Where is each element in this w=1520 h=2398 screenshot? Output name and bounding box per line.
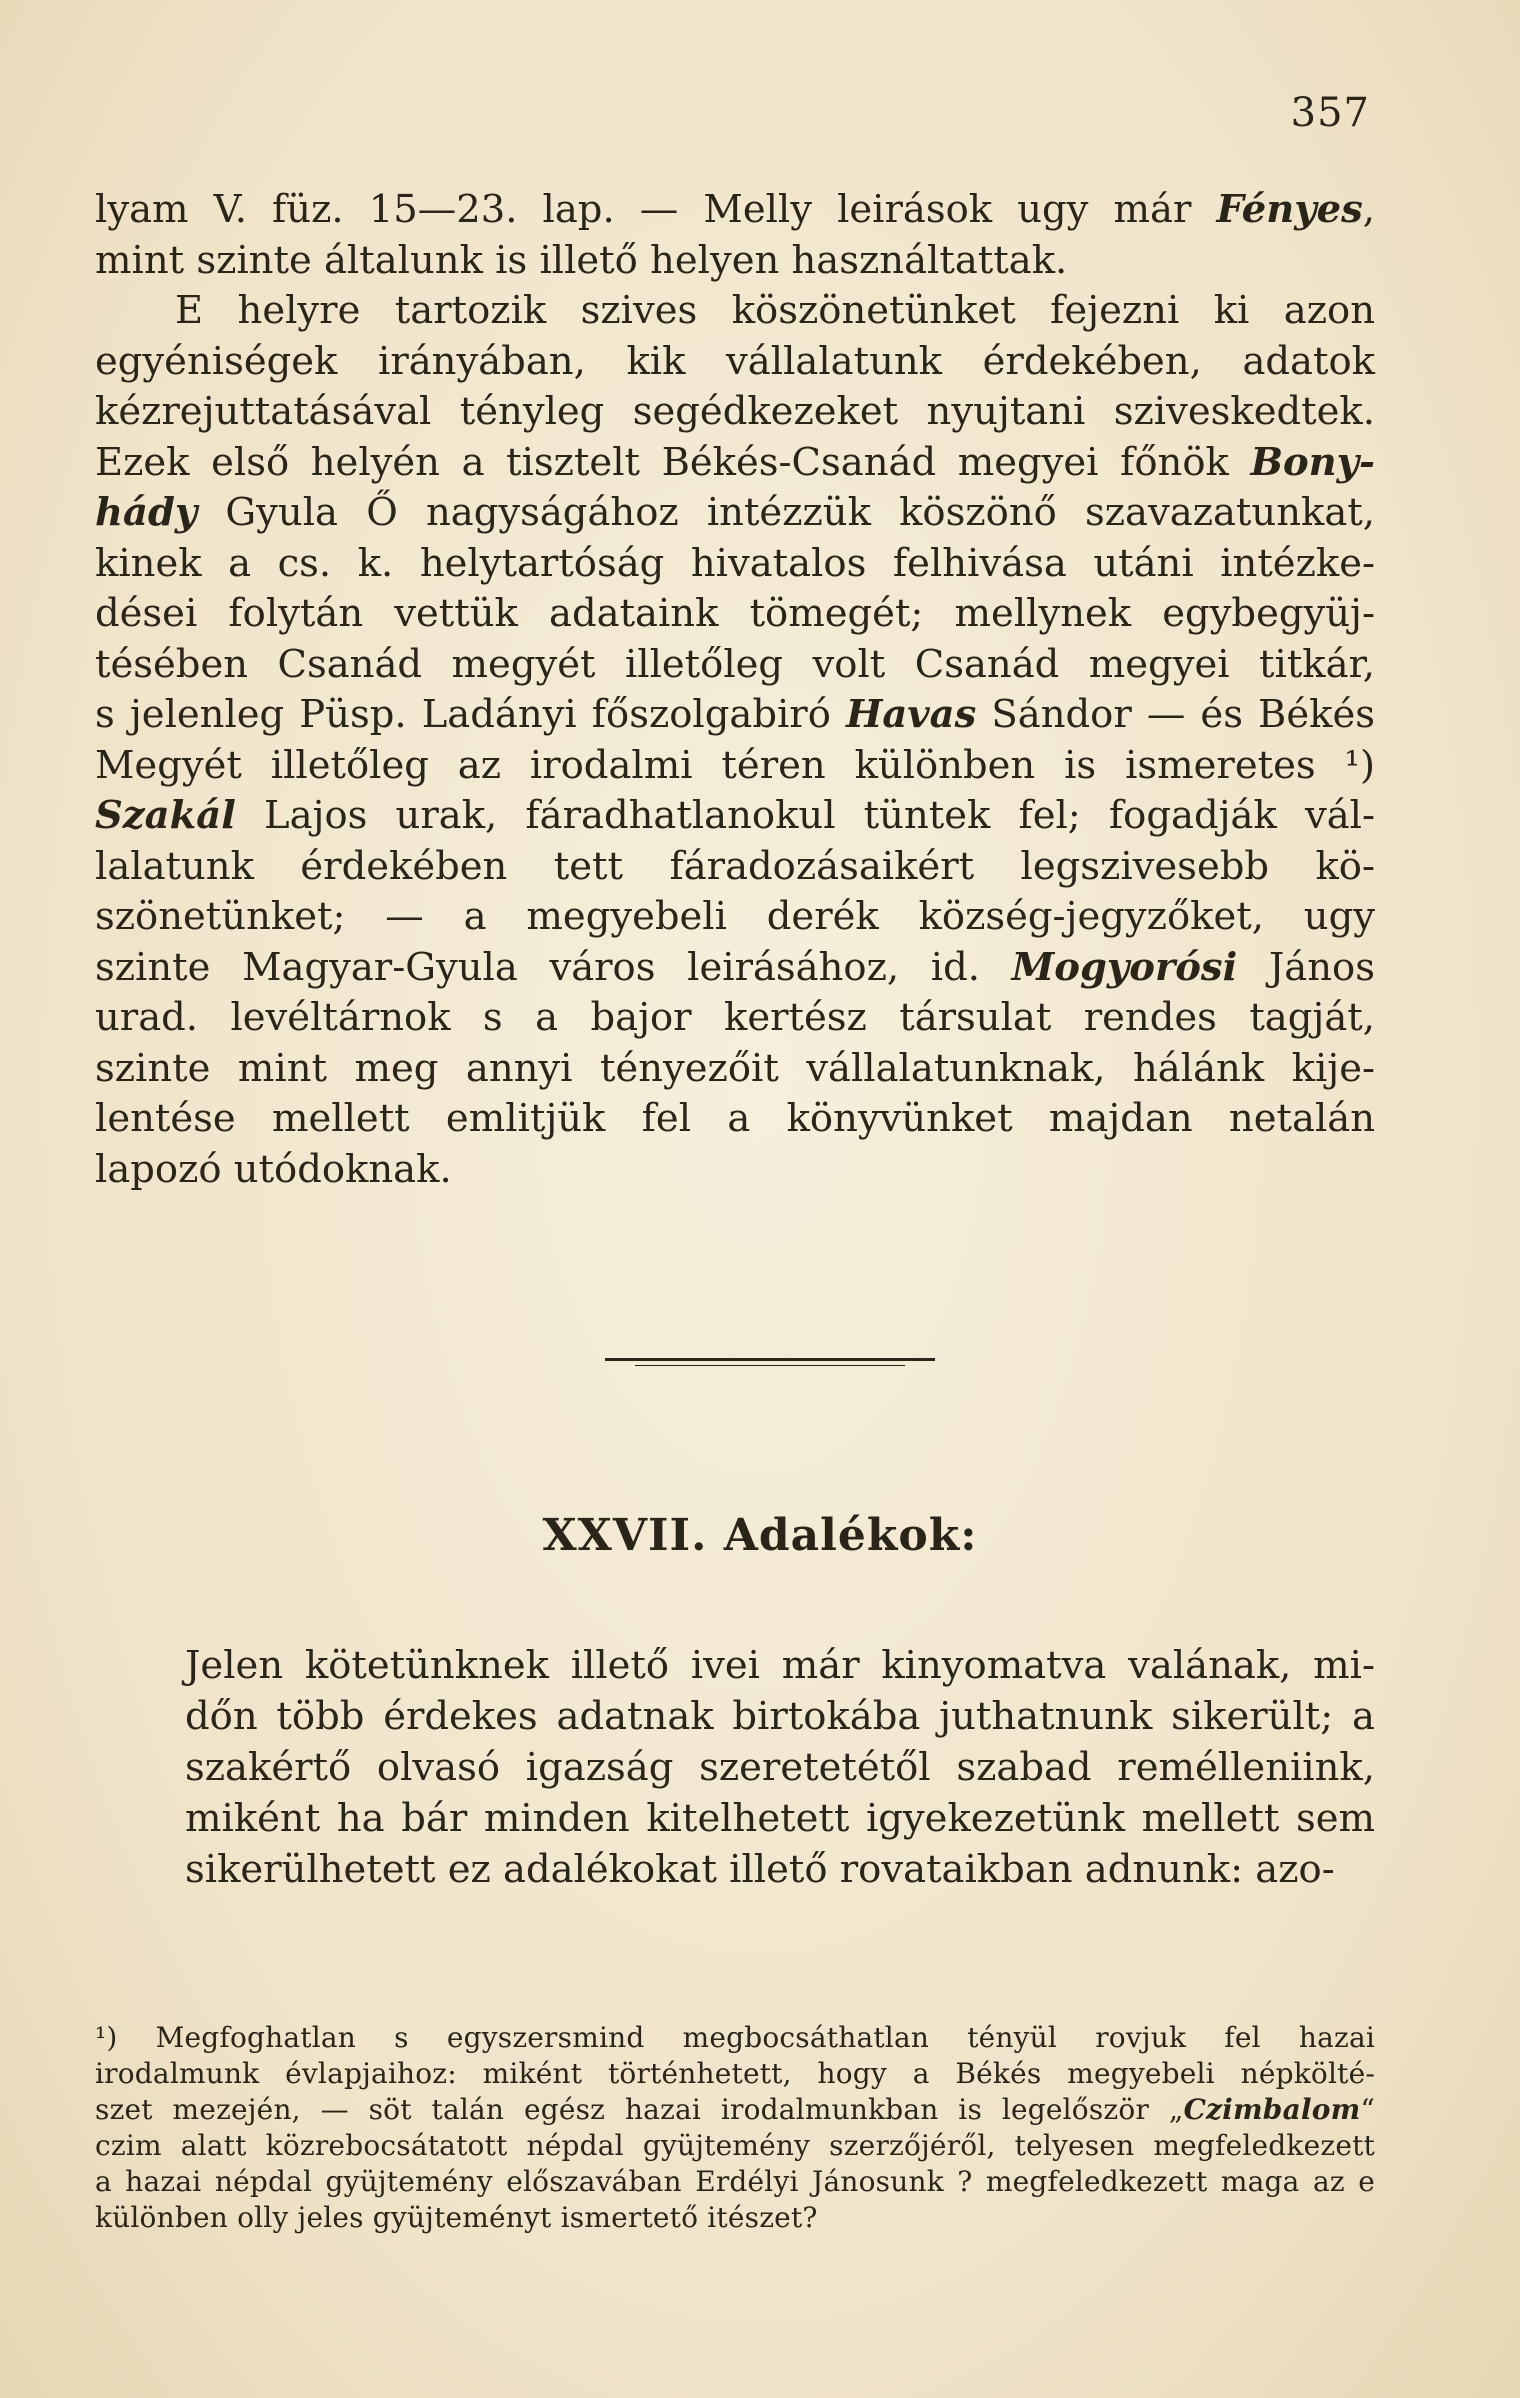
text-segment: , <box>1362 187 1375 232</box>
section-divider <box>605 1358 935 1361</box>
text-line <box>95 286 1375 337</box>
footnote-text <box>95 2020 1375 2236</box>
text-segment: egyéniségek irányában, kik vállalatunk érdekében, adatok <box>95 338 1375 384</box>
text-line <box>95 2092 1375 2128</box>
italic-name: Havas <box>845 692 977 737</box>
text-segment: mint szinte általunk is illető helyen használtattak. <box>95 237 1068 283</box>
paragraph-3-container <box>185 1640 1375 1895</box>
text-segment: s jelenleg Püsp. Ladányi főszolgabiró <box>95 692 846 737</box>
text-segment: János <box>1237 944 1375 990</box>
text-line <box>95 993 1375 1044</box>
text-segment: ¹) Megfoghatlan s egyszersmind megbocsáthatlan tényül rovjuk fel hazai <box>95 2021 1375 2054</box>
paragraph-3 <box>185 1640 1375 1895</box>
text-segment: lapozó utódoknak. <box>95 1146 452 1192</box>
italic-name: Bony- <box>1250 439 1375 485</box>
text-line <box>95 2020 1375 2056</box>
text-segment: sikerülhetett ez adalékokat illető rovataikban adnunk: azo- <box>185 1847 1335 1892</box>
text-segment: szakértő olvasó igazság szeretetétől szabad remélleniink, <box>185 1745 1375 1790</box>
text-line <box>95 2056 1375 2092</box>
text-line <box>185 1742 1375 1793</box>
text-line <box>95 791 1375 842</box>
text-line <box>95 2128 1375 2164</box>
italic-name: Czimbalom <box>1183 2093 1361 2126</box>
text-line <box>95 741 1375 792</box>
text-line <box>95 892 1375 943</box>
text-line <box>185 1640 1375 1691</box>
text-line <box>95 1044 1375 1095</box>
text-line <box>95 589 1375 640</box>
text-segment: lyam V. füz. 15—23. lap. — Melly leirások ugy már <box>95 187 1217 232</box>
text-line <box>95 488 1375 539</box>
text-line <box>95 1145 1375 1196</box>
footnote <box>95 2020 1375 2236</box>
text-segment: miként ha bár minden kitelhetett igyekezetünk mellett sem <box>185 1796 1375 1841</box>
text-segment: szönetünket; — a megyebeli derék község-jegyzőket, ugy <box>95 894 1375 939</box>
text-segment: dései folytán vettük adataink tömegét; mellynek egybegyüj- <box>95 591 1375 636</box>
text-segment: Sándor — és Békés <box>976 692 1376 737</box>
text-line <box>95 185 1375 236</box>
text-segment: “ <box>1360 2093 1375 2126</box>
text-segment: kinek a cs. k. helytartóság hivatalos felhivása utáni intézke- <box>95 540 1375 586</box>
section-heading: XXVII. Adalékok: <box>542 1510 978 1561</box>
text-line <box>95 943 1375 994</box>
text-segment: Ezek első helyén a tisztelt Békés-Csanád megyei főnök <box>95 439 1251 485</box>
text-segment: különben olly jeles gyüjteményt ismertető itészet? <box>95 2201 818 2234</box>
text-segment: lalatunk érdekében tett fáradozásaikért legszivesebb kö- <box>95 843 1375 889</box>
text-line <box>95 2164 1375 2200</box>
text-line <box>95 2200 1375 2236</box>
text-line <box>95 690 1375 741</box>
text-line <box>185 1793 1375 1844</box>
text-segment: szet mezején, — söt talán egész hazai irodalmunkban is legelőször „ <box>95 2093 1184 2126</box>
italic-name: Fényes <box>1216 187 1363 232</box>
body-text <box>95 185 1375 1195</box>
text-line <box>95 1094 1375 1145</box>
text-segment: Lajos urak, fáradhatlanokul tüntek fel; fogadják vál- <box>235 793 1375 838</box>
paragraph-2 <box>95 286 1375 1195</box>
italic-name: hády <box>95 490 198 535</box>
text-line <box>95 842 1375 893</box>
paragraph-1 <box>95 185 1375 286</box>
text-line <box>95 438 1375 489</box>
text-segment: urad. levéltárnok s a bajor kertész társulat rendes tagját, <box>95 995 1375 1040</box>
text-line <box>95 387 1375 438</box>
text-line <box>95 640 1375 691</box>
text-segment: lentése mellett emlitjük fel a könyvünket majdan netalán <box>95 1096 1375 1141</box>
italic-name: Szakál <box>95 793 236 838</box>
italic-name: Mogyorósi <box>1011 944 1238 990</box>
text-segment: E helyre tartozik szives köszönetünket fejezni ki azon <box>175 288 1375 333</box>
page-number: 357 <box>1290 90 1370 136</box>
text-segment: irodalmunk évlapjaihoz: miként történhetett, hogy a Békés megyebeli népkölté- <box>95 2057 1375 2090</box>
text-segment: szinte Magyar-Gyula város leirásához, id. <box>95 944 1012 990</box>
text-segment: tésében Csanád megyét illetőleg volt Csanád megyei titkár, <box>95 641 1375 687</box>
text-segment: Megyét illetőleg az irodalmi téren különben is ismeretes ¹) <box>95 742 1375 788</box>
text-line <box>95 337 1375 388</box>
text-segment: dőn több érdekes adatnak birtokába juthatnunk sikerült; a <box>185 1694 1375 1739</box>
text-segment: Jelen kötetünknek illető ivei már kinyomatva valának, mi- <box>185 1643 1375 1688</box>
text-line <box>95 236 1375 287</box>
text-line <box>185 1691 1375 1742</box>
text-line <box>185 1844 1375 1895</box>
text-segment: a hazai népdal gyüjtemény előszavában Erdélyi Jánosunk ? megfeledkezett maga az e <box>95 2165 1375 2198</box>
text-segment: kézrejuttatásával tényleg segédkezeket nyujtani sziveskedtek. <box>95 389 1375 434</box>
text-segment: czim alatt közrebocsátatott népdal gyüjtemény szerzőjéről, telyesen megfeledkezett <box>95 2129 1375 2162</box>
text-line <box>95 539 1375 590</box>
text-segment: szinte mint meg annyi tényezőit vállalatunknak, hálánk kije- <box>95 1045 1375 1091</box>
text-segment: Gyula Ő nagyságához intézzük köszönő szavazatunkat, <box>197 490 1375 535</box>
